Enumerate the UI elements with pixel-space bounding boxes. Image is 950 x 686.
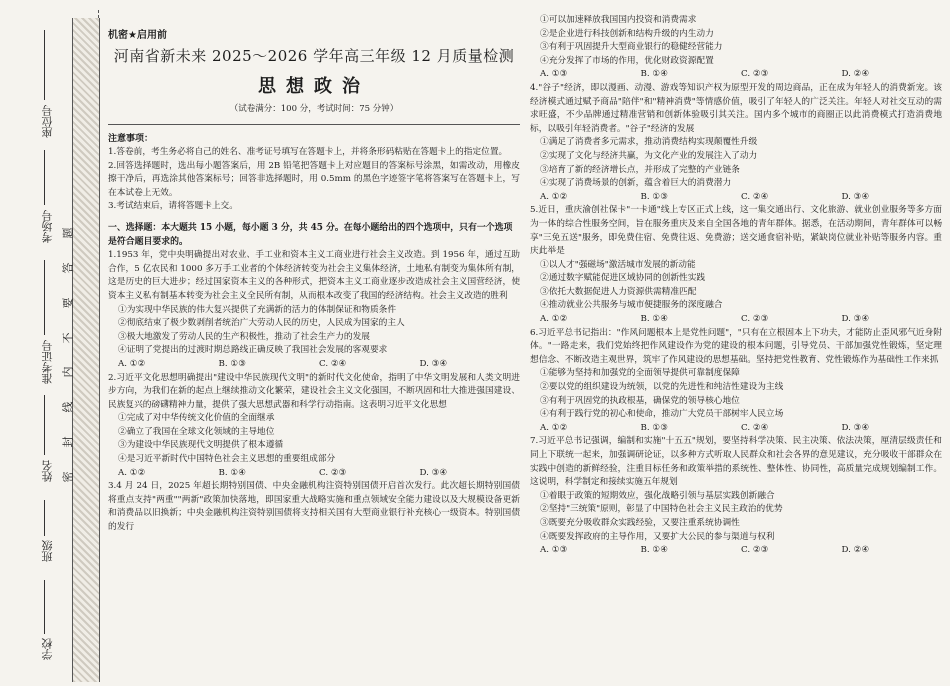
question-6 (530, 327, 942, 436)
right-column (530, 14, 942, 558)
exam-room-label: 考场号 (41, 210, 54, 243)
question-option: ②彻底结束了极少数剥削者统治广大劳动人民的历史，人民成为国家的主人 (118, 318, 405, 329)
question-option: ②是企业进行科技创新和结构升级的内生动力 (540, 28, 714, 39)
seal-char: 内 (61, 366, 74, 378)
school-line (44, 580, 45, 634)
answer-choice: D. ③④ (841, 191, 870, 202)
binding-strip (14, 10, 102, 682)
question-stem: 2.习近平文化思想明确提出"建设中华民族现代文明"的新时代文化使命，指明了中华文明发展和人类文明进步方向，为我们在新的起点上继续推动文化繁荣，建设社会主义文化强国，不断巩固和壮大推进强国建设、民族复兴的磅礴精神力量，提供了强大思想武器和科学行动指南。这表明习近平文化思想 (108, 372, 520, 410)
seal-char: 封 (61, 436, 74, 448)
left-column (108, 26, 520, 535)
class-label: 班级 (41, 540, 54, 562)
question-option: ①以人才"强磁场"激活城市发展的新动能 (540, 259, 696, 270)
answer-choice: D. ③④ (419, 467, 448, 478)
answer-choice: C. ②③ (319, 467, 347, 478)
answer-choice: C. ②④ (741, 191, 769, 202)
answer-choice: C. ②③ (741, 314, 769, 325)
answer-choice: A. ①② (540, 422, 568, 433)
admission-number-line (44, 260, 45, 335)
question-option: ②通过数字赋能促进区域协同的创新性实践 (540, 273, 706, 284)
question-option: ③培育了新的经济增长点，并形成了完整的产业链条 (540, 164, 740, 175)
answer-choice: D. ②④ (841, 69, 870, 80)
question-5 (530, 204, 942, 326)
seat-number-line (44, 30, 45, 100)
question-option: ①满足了消费者多元需求，推动消费结构实现颠覆性升级 (540, 137, 758, 148)
section-heading: 一、选择题：本大题共 15 小题，每小题 3 分，共 45 分。在每小题给出的四个选项中，只有一个选项是符合题目要求的。 (108, 222, 513, 247)
answer-choice: B. ①④ (218, 467, 246, 478)
answer-choice: B. ①④ (640, 545, 668, 556)
answer-choices (530, 313, 942, 327)
question-option: ④证明了党提出的过渡时期总路线正确反映了我国社会发展的客观要求 (118, 345, 388, 356)
question-stem: 6.习近平总书记指出："作风问题根本上是党性问题"，"只有在立根固本上下功夫，才能防止歪风邪气近身附体。"一路走来，我们党始终把作风建设作为党的建设的根本问题，引导党员、干部加强党性锻炼，坚定理想信念、不断改造主观世界，筑牢了作风建设的思想基础。坚持把党性教育、党性锻炼作为基础性工作来抓 (530, 327, 942, 365)
answer-choice: D. ③④ (419, 358, 448, 369)
exam-title: 河南省新未来 2025～2026 学年高三年级 12 月质量检测 (113, 47, 515, 65)
question-option: ②实现了文化与经济共赢，为文化产业的发展注入了动力 (540, 150, 758, 161)
question-3-continued (530, 14, 942, 82)
notes-heading: 注意事项： (108, 134, 154, 144)
answer-choices (530, 422, 942, 436)
divider (108, 124, 520, 125)
name-label: 姓名 (41, 460, 54, 482)
answer-choices (530, 191, 942, 205)
question-option: ③极大地激发了劳动人民的生产积极性，推动了社会生产力的发展 (118, 331, 370, 342)
school-label: 学校 (41, 638, 54, 660)
answer-choice: B. ①③ (640, 422, 668, 433)
answer-choices (530, 68, 942, 82)
question-3 (108, 480, 520, 534)
seal-char: 线 (61, 401, 74, 413)
question-option: ①能够为坚持和加强党的全面领导提供可靠制度保障 (540, 368, 740, 379)
question-option: ①着眼于政策的短期效应，强化战略引领与基层实践创新融合 (540, 490, 775, 501)
answer-choice: B. ①③ (218, 358, 246, 369)
answer-choice: A. ①② (118, 467, 146, 478)
answer-choice: D. ③④ (841, 422, 870, 433)
answer-choice: C. ②④ (319, 358, 347, 369)
question-stem: 1.1953 年，党中央明确提出对农业、手工业和资本主义工商业进行社会主义改造。到 1956 年，通过互助合作，5 亿农民和 1000 多万手工业者的个体经济转变为社会主义集体经济，土地私有制变为集体所有制，这是历史的巨大进步；经过国家资本主义的各种形式，把资本主义工商业逐步改造成社会主义国营经济，使资本主义私有制基本转变为社会主义全民所有制，从而根本改变了我国的经济结构。社会主义改造的胜利 (108, 250, 520, 301)
seal-hatch (72, 18, 100, 682)
exam-room-line (44, 150, 45, 205)
score-info: （试卷满分：100 分，考试时间：75 分钟） (229, 104, 399, 114)
question-option: ①可以加速释放我国国内投资和消费需求 (540, 15, 697, 25)
question-option: ③既要充分吸收群众实践经验，又要注重系统协调性 (540, 517, 740, 528)
seal-char: 不 (61, 332, 74, 344)
seal-char: 密 (61, 471, 74, 483)
answer-choice: A. ①② (540, 191, 568, 202)
question-option: ②要以党的组织建设为统领，以党的先进性和纯洁性建设为主线 (540, 382, 784, 393)
question-stem: 3.4 月 24 日，2025 年超长期特别国债、中央金融机构注资特别国债开启首次发行。此次超长期特别国债将重点支持"两重""两新"政策加快落地，即国家重大战略实施和重点领域安全能力建设以及大规模设备更新和消费品以旧换新；中央金融机构注资特别国债将支持相关国有大型商业银行补充核心一级资本。特别国债的发行 (108, 481, 520, 533)
note-item: 3.考试结束后，请将答题卡上交。 (108, 201, 238, 212)
question-stem: 5.近日，重庆渝创社保卡"一卡通"线上专区正式上线，这一集交通出行、文化旅游、就业创业服务等多方面为一体的综合性服务空间，旨在服务重庆及来自全国各地的青年群体。据悉，在活动期间，青年群体可以畅享"三免五送"服务，即免费住宿、免费往返、免费游；送交通食宿补贴，紧缺岗位就业补贴等服务内容。重庆此举是 (530, 205, 942, 257)
answer-choice: A. ①② (540, 314, 568, 325)
question-option: ③为建设中华民族现代文明提供了根本遵循 (118, 440, 284, 451)
answer-choice: A. ①③ (540, 545, 568, 556)
answer-choice: D. ③④ (841, 314, 870, 325)
answer-choice: A. ①③ (540, 69, 568, 80)
answer-choice: C. ②④ (741, 422, 769, 433)
subject-title: 思想政治 (258, 76, 370, 97)
question-1 (108, 249, 520, 371)
answer-choice: A. ①② (118, 358, 146, 369)
answer-choices (108, 358, 520, 372)
question-2 (108, 372, 520, 481)
class-line (44, 500, 45, 536)
answer-choice: D. ②④ (841, 545, 870, 556)
name-line (44, 395, 45, 455)
answer-choices (530, 544, 942, 558)
question-stem: 7.习近平总书记强调，编制和实施"十五五"规划，要坚持科学决策、民主决策、依法决策，厘清层级责任和同上下联统一起来，加强调研论证，以多种方式听取人民群众和社会各界的意见建议，充分吸收干部群众在实践中创造的新鲜经验，注重目标任务和政策举措的系统性、整体性、协同性，高质量完成规划编制工作。这说明，科学制定和接续实施五年规划 (530, 436, 942, 488)
answer-choice: C. ②③ (741, 69, 769, 80)
admission-number-label: 准考证号 (41, 340, 54, 384)
question-option: ④实现了消费场景的创新，蕴含着巨大的消费潜力 (540, 178, 732, 189)
answer-choice: B. ①④ (640, 69, 668, 80)
answer-choice: B. ①③ (640, 191, 668, 202)
question-option: ④推动就业公共服务与城市便捷服务的深度融合 (540, 300, 723, 311)
question-option: ④充分发挥了市场的作用，优化财政资源配置 (540, 55, 714, 66)
question-stem: 4."谷子"经济，即以漫画、动漫、游戏等知识产权为原型开发的周边商品，正在成为年轻人的消费新宠。该经济模式通过赋予商品"陪伴"和"精神消费"等情感价值，吸引了年轻人的广泛关注。年轻人对社交互动的需求旺盛，不少品牌通过精准营销和创新体验吸引其关注。国内多个城市的商圈正以此消费模式打造消费地标，以吸引年轻消费者。"谷子"经济的发展 (530, 82, 942, 134)
answer-choices (108, 467, 520, 481)
question-option: ④是习近平新时代中国特色社会主义思想的重要组成部分 (118, 454, 336, 465)
question-option: ③依托大数据促进人力资源供需精准匹配 (540, 286, 697, 297)
question-option: ①完成了对中华传统文化价值的全面继承 (118, 413, 275, 424)
answer-choice: C. ②③ (741, 545, 769, 556)
note-item: 2.回答选择题时，选出每小题答案后，用 2B 铅笔把答题卡上对应题目的答案标号涂黑，如需改动，用橡皮擦干净后，再选涂其他答案标号；回答非选择题时，用 0.5mm 的黑色字迹签字笔将答案写在答题卡上，写在本试卷上无效。 (108, 160, 520, 198)
note-item: 1.答卷前，考生务必将自己的姓名、准考证号填写在答题卡上，并将条形码粘贴在答题卡上的指定位置。 (108, 147, 508, 157)
secret-mark: 机密★启用前 (108, 30, 167, 41)
seal-char: 要 (61, 297, 74, 309)
question-4 (530, 82, 942, 204)
seat-number-label: 座位号 (41, 105, 54, 138)
question-option: ④既要发挥政府的主导作用，又要扩大公民的参与渠道与权利 (540, 531, 775, 542)
question-option: ①为实现中华民族的伟大复兴提供了充满新的活力的体制保证和物质条件 (118, 304, 396, 315)
question-option: ③有利于巩固提升大型商业银行的稳健经营能力 (540, 42, 723, 53)
answer-choice: B. ①④ (640, 314, 668, 325)
question-7 (530, 435, 942, 557)
seal-char: 答 (61, 262, 74, 274)
seal-char: 题 (61, 227, 74, 239)
spacer (108, 214, 520, 222)
question-option: ②坚持"三统策"原则，彰显了中国特色社会主义民主政治的优势 (540, 504, 783, 515)
seal-text (60, 225, 74, 485)
question-option: ③有利于巩固党的执政根基，确保党的领导核心地位 (540, 395, 740, 406)
question-option: ④有利于践行党的初心和使命，推动广大党员干部树牢人民立场 (540, 409, 784, 420)
question-option: ②确立了我国在全球文化领域的主导地位 (118, 426, 275, 437)
